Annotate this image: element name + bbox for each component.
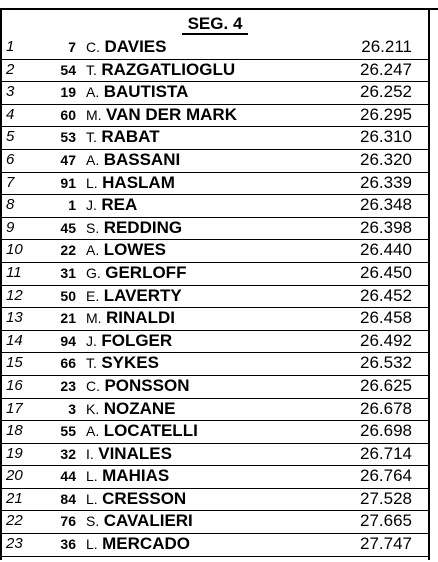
segment-time: 26.625 <box>360 375 412 395</box>
segment-time: 26.452 <box>360 285 412 305</box>
position: 3 <box>6 83 15 101</box>
rider-surname: PONSSON <box>104 375 190 395</box>
position: 7 <box>6 173 15 191</box>
rider-name <box>86 173 175 193</box>
position: 6 <box>6 150 15 168</box>
rider-name <box>86 150 180 170</box>
table-row <box>2 331 428 354</box>
rider-initial: E. <box>86 287 100 304</box>
rider-name <box>86 308 175 328</box>
position: 17 <box>6 399 23 417</box>
rider-initial: I. <box>86 445 94 462</box>
position: 20 <box>6 467 23 485</box>
rider-surname: MERCADO <box>102 534 190 554</box>
rider-surname: LOWES <box>103 240 167 260</box>
rider-surname: BAUTISTA <box>103 82 189 102</box>
table-row <box>2 376 428 399</box>
rider-initial: L. <box>86 174 98 191</box>
rider-initial: T. <box>86 61 97 78</box>
table-row <box>2 82 428 105</box>
position: 13 <box>6 309 23 327</box>
rider-number: 50 <box>60 287 76 304</box>
position: 10 <box>6 241 23 259</box>
table-row <box>2 466 428 489</box>
rider-name <box>86 37 167 57</box>
rider-number: 91 <box>60 174 76 191</box>
rider-name <box>86 218 182 238</box>
position: 8 <box>6 196 15 214</box>
rider-name <box>86 534 190 554</box>
rider-initial: A. <box>86 84 100 101</box>
rider-surname: LOCATELLI <box>103 421 198 441</box>
rider-number: 66 <box>60 355 76 372</box>
rider-name <box>86 286 182 306</box>
rider-surname: FOLGER <box>101 330 173 350</box>
segment-time: 26.532 <box>360 353 412 373</box>
table-row <box>2 150 428 173</box>
rider-initial: S. <box>86 219 100 236</box>
rider-number: 54 <box>60 61 76 78</box>
position: 22 <box>6 512 23 530</box>
position: 14 <box>6 331 23 349</box>
segment-time: 26.492 <box>360 330 412 350</box>
rider-name <box>86 195 137 215</box>
rider-name <box>86 263 186 283</box>
rider-number: 7 <box>68 39 76 55</box>
table-row <box>2 511 428 534</box>
rider-initial: S. <box>86 513 100 530</box>
rider-name <box>86 421 198 441</box>
position: 21 <box>6 489 23 507</box>
rider-surname: REDDING <box>103 217 183 237</box>
segment-time: 26.247 <box>360 59 412 79</box>
rider-surname: RABAT <box>101 127 160 147</box>
table-row <box>2 308 428 331</box>
rider-number: 84 <box>60 490 76 507</box>
rider-initial: J. <box>86 332 97 349</box>
rider-surname: HASLAM <box>102 172 175 192</box>
position: 4 <box>6 105 15 123</box>
table-row <box>2 489 428 512</box>
segment-time: 26.398 <box>360 217 412 237</box>
rider-number: 76 <box>60 513 76 530</box>
rider-number: 45 <box>60 219 76 236</box>
rider-name <box>86 331 172 351</box>
rider-surname: RAZGATLIOGLU <box>101 59 236 79</box>
rider-initial: A. <box>86 151 100 168</box>
results-table <box>2 37 428 557</box>
rider-surname: VAN DER MARK <box>106 104 237 124</box>
rider-surname: BASSANI <box>103 149 181 169</box>
segment-time: 26.252 <box>360 82 412 102</box>
table-row <box>2 286 428 309</box>
rider-name <box>86 489 186 509</box>
segment-time: 27.528 <box>360 488 412 508</box>
position: 18 <box>6 422 23 440</box>
rider-initial: A. <box>86 423 100 440</box>
rider-number: 23 <box>60 377 76 394</box>
rider-number: 53 <box>60 129 76 146</box>
rider-initial: C. <box>86 39 100 55</box>
table-row <box>2 399 428 422</box>
rider-initial: M. <box>86 310 102 327</box>
segment-time: 26.348 <box>360 195 412 215</box>
segment-time: 26.450 <box>360 262 412 282</box>
table-row <box>2 127 428 150</box>
position: 11 <box>6 263 22 281</box>
table-row <box>2 218 428 241</box>
rider-initial: J. <box>86 197 97 214</box>
segment-time: 26.320 <box>360 149 412 169</box>
rider-surname: MAHIAS <box>102 466 170 486</box>
rider-initial: L. <box>86 490 98 507</box>
rider-initial: K. <box>86 400 100 417</box>
table-row <box>2 173 428 196</box>
segment-time: 26.339 <box>360 172 412 192</box>
table-row <box>2 60 428 83</box>
rider-number: 36 <box>60 536 76 553</box>
rider-name <box>86 444 172 464</box>
rider-number: 60 <box>60 106 76 123</box>
rider-name <box>86 105 237 125</box>
rider-surname: LAVERTY <box>103 285 182 305</box>
table-row <box>2 263 428 286</box>
table-row <box>2 444 428 467</box>
table-row <box>2 353 428 376</box>
position: 5 <box>6 128 15 146</box>
table-row <box>2 534 428 557</box>
rider-number: 44 <box>60 468 76 485</box>
segment-time: 26.764 <box>360 466 412 486</box>
rider-initial: G. <box>86 264 101 281</box>
segment-time: 26.440 <box>360 240 412 260</box>
rider-surname: DAVIES <box>104 37 167 56</box>
table-row <box>2 105 428 128</box>
position: 2 <box>6 60 15 78</box>
rider-number: 47 <box>60 151 76 168</box>
segment-time: 26.678 <box>360 398 412 418</box>
segment-time: 27.747 <box>360 534 412 554</box>
position: 1 <box>6 38 15 55</box>
rider-name <box>86 82 188 102</box>
rider-initial: L. <box>86 468 98 485</box>
rider-surname: VINALES <box>98 443 172 463</box>
rider-number: 31 <box>60 264 76 281</box>
table-row <box>2 37 428 60</box>
rider-number: 55 <box>60 423 76 440</box>
rider-name <box>86 511 193 531</box>
segment-title-text: SEG. 4 <box>182 14 249 35</box>
segment-time: 26.714 <box>360 443 412 463</box>
table-row <box>2 421 428 444</box>
rider-number: 3 <box>68 400 76 417</box>
rider-number: 32 <box>60 445 76 462</box>
table-row <box>2 240 428 263</box>
position: 9 <box>6 218 15 236</box>
rider-name <box>86 376 189 396</box>
segment-time: 26.698 <box>360 421 412 441</box>
table-row <box>2 195 428 218</box>
segment-time: 26.458 <box>360 308 412 328</box>
segment-time: 27.665 <box>360 511 412 531</box>
rider-surname: CRESSON <box>102 488 187 508</box>
rider-initial: C. <box>86 377 100 394</box>
rider-surname: CAVALIERI <box>103 511 193 531</box>
position: 16 <box>6 376 23 394</box>
rider-surname: REA <box>101 195 138 215</box>
rider-name <box>86 240 166 260</box>
rider-initial: M. <box>86 106 102 123</box>
rider-name <box>86 466 169 486</box>
position: 19 <box>6 444 23 462</box>
rider-name <box>86 127 160 147</box>
rider-surname: SYKES <box>101 353 159 373</box>
position: 12 <box>6 286 23 304</box>
segment-time: 26.310 <box>360 127 412 147</box>
position: 23 <box>6 535 23 553</box>
position: 15 <box>6 354 23 372</box>
rider-surname: RINALDI <box>106 308 175 328</box>
rider-name <box>86 353 159 373</box>
rider-number: 21 <box>60 310 76 327</box>
rider-initial: T. <box>86 355 97 372</box>
rider-initial: L. <box>86 536 98 553</box>
rider-number: 22 <box>60 242 76 259</box>
segment-title <box>2 10 428 37</box>
segment-time: 26.211 <box>361 37 412 56</box>
rider-name <box>86 60 235 80</box>
rider-number: 1 <box>68 197 76 214</box>
rider-initial: A. <box>86 242 100 259</box>
rider-initial: T. <box>86 129 97 146</box>
rider-surname: GERLOFF <box>105 262 187 282</box>
segment-time: 26.295 <box>360 104 412 124</box>
rider-number: 19 <box>60 84 76 101</box>
rider-surname: NOZANE <box>103 398 176 418</box>
rider-name <box>86 399 175 419</box>
rider-number: 94 <box>60 332 76 349</box>
